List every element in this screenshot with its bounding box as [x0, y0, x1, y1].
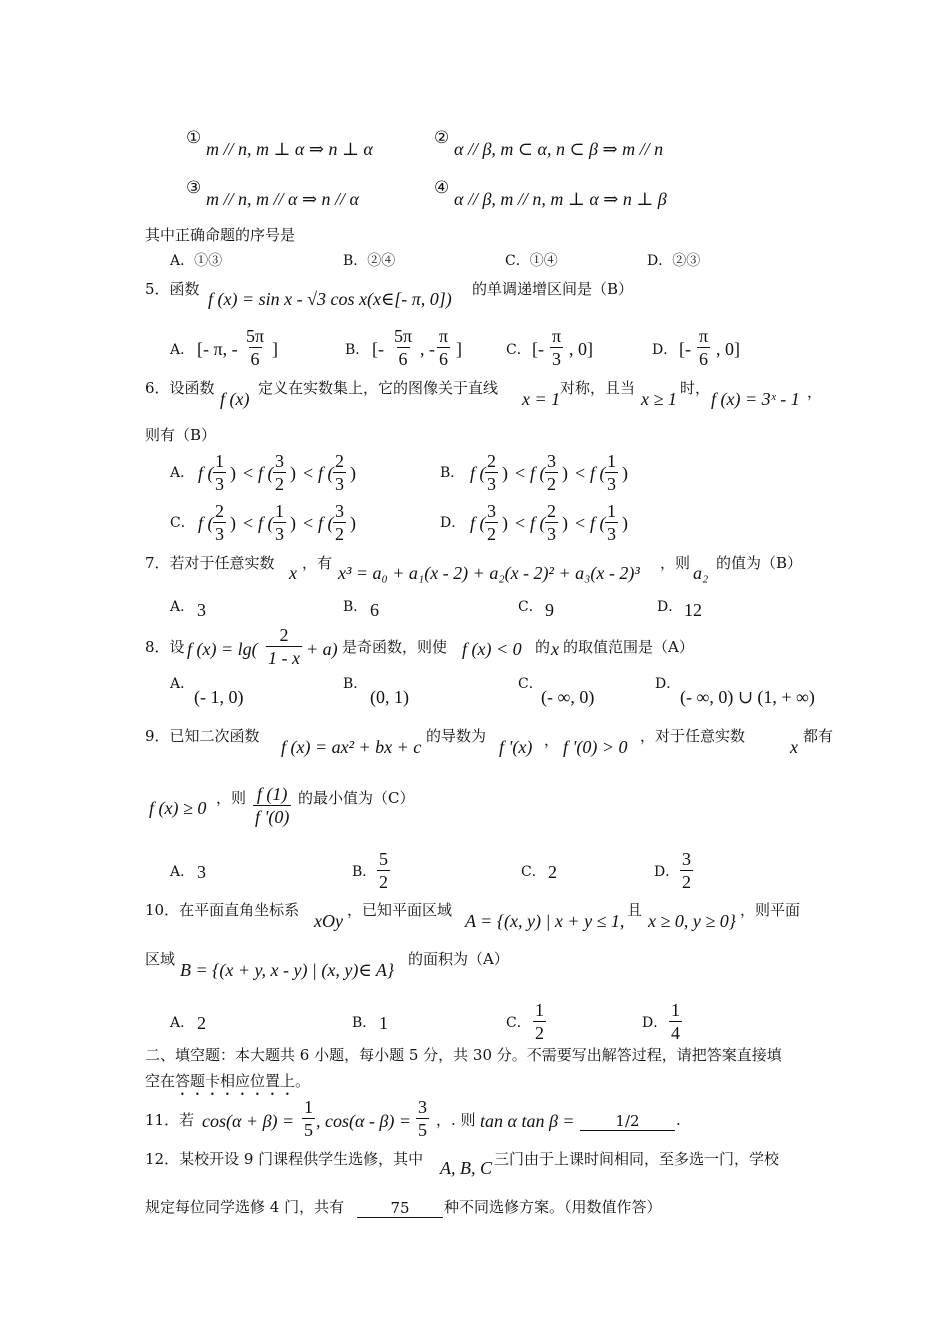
fraction-denominator: f '(0) [255, 807, 290, 827]
fraction: $\frac{1}{3}$ [607, 451, 616, 494]
q11-cos-1: cos(α + β) = [202, 1111, 295, 1131]
fraction-numerator: π [439, 326, 449, 346]
function-symbol: f ( [530, 513, 546, 533]
q9-tail: ，对于任意实数 [640, 727, 746, 745]
fraction: $\frac{2}{3}$ [487, 451, 496, 494]
fraction-denominator: 2 [535, 1023, 544, 1043]
q8-fraction [266, 626, 302, 667]
section-2-post: 。 [295, 1072, 311, 1090]
q7-mid: ，有 [302, 554, 333, 572]
q12-courses: A, B, C [440, 1158, 492, 1178]
prop-1: m // n, m ⊥ α ⇒ n ⊥ α [206, 139, 373, 159]
q5-option-a-post: ] [272, 339, 278, 359]
q8-option-d: (- ∞, 0) ∪ (1, + ∞) [680, 687, 815, 707]
question-prompt: 其中正确命题的序号是 [145, 226, 296, 244]
q7-variable: x [289, 563, 297, 583]
q8-option-a-label: A． [170, 676, 195, 692]
q9-option-d-label: D． [654, 864, 680, 880]
q7-option-b: 6 [370, 600, 379, 620]
fraction-denominator: 5 [304, 1120, 313, 1140]
q9-condition: f '(0) > 0 [563, 737, 628, 757]
q10-set-a: A = {(x, y) | x + y ≤ 1, [465, 911, 625, 931]
q7-mid-2: ，则 [660, 554, 691, 572]
q6-then: 则有（B） [145, 426, 217, 444]
fraction-denominator: 2 [682, 872, 691, 892]
section-2-heading: 二、填空题：本大题共 6 小题，每小题 5 分，共 30 分。不需要写出解答过程，请把答案直接填 [145, 1046, 782, 1064]
q10-and: 且 [627, 901, 643, 919]
fraction-numerator: 3 [682, 849, 691, 869]
fraction-denominator: 6 [250, 349, 260, 369]
q8-mid: 是奇函数，则使 [342, 638, 448, 656]
paren: ) [622, 513, 628, 533]
q7-option-c: 9 [545, 600, 554, 620]
fraction: $\frac{3}{2}$ [275, 451, 284, 494]
q10-option-d-fraction [669, 1001, 682, 1042]
fraction-numerator: π [699, 326, 709, 346]
q5-option-b-fraction-1 [392, 327, 414, 368]
q10-tail-2: 的面积为（A） [408, 950, 509, 968]
q10-option-a-label: A． [170, 1015, 195, 1031]
q11-label: 11．若 [145, 1111, 195, 1129]
fraction: $\frac{1}{3}$ [275, 501, 284, 544]
prop-2-number: ② [434, 128, 450, 148]
q7-tail: 的值为（B） [716, 554, 803, 572]
less-than: < [243, 513, 254, 533]
q8-tail: 的取值范围是（A） [563, 638, 694, 656]
q11-tail: ，. 则 [436, 1111, 476, 1129]
paren: ) [230, 513, 236, 533]
q6-function: f (x) = 3ˣ - 1 [711, 389, 800, 409]
q10-option-c-label: C． [506, 1015, 531, 1031]
q5-option-b-pre: [- [372, 339, 384, 359]
q5-option-c-fraction [550, 327, 563, 368]
less-than: < [575, 463, 586, 483]
q8-inequality: f (x) < 0 [462, 639, 522, 659]
q5-option-b-fraction-2 [437, 327, 450, 368]
q8-label: 8．设 [145, 638, 185, 656]
q5-option-d-post: , 0] [716, 339, 740, 359]
fraction-numerator: 5π [394, 326, 413, 346]
q10-option-a: 2 [197, 1013, 206, 1033]
q10-label: 10．在平面直角坐标系 [145, 901, 300, 919]
q10-mid: ，已知平面区域 [347, 901, 453, 919]
q11-cos-2: , cos(α - β) = [316, 1111, 412, 1131]
q6-line: x = 1 [522, 389, 561, 409]
fraction: $\frac{3}{2}$ [547, 451, 556, 494]
section-2-line-2 [145, 1072, 310, 1099]
paren: ) [350, 513, 356, 533]
q10-tail: ，则平面 [740, 901, 801, 919]
fraction-numerator: f (1) [256, 784, 288, 804]
fraction-numerator: 1 [671, 1000, 680, 1020]
q9-then: ，则 [216, 789, 247, 807]
function-symbol: f ( [198, 463, 214, 483]
q9-option-c: 2 [548, 862, 557, 882]
function-symbol: f ( [258, 513, 274, 533]
function-symbol: f ( [318, 513, 334, 533]
fraction: $\frac{3}{2}$ [487, 501, 496, 544]
q10-option-b: 1 [379, 1013, 388, 1033]
q7-option-d: 12 [684, 600, 702, 620]
q12-line-2-pre: 规定每位同学选修 4 门，共有 [145, 1198, 345, 1216]
q7-option-d-label: D． [657, 599, 683, 615]
less-than: < [575, 513, 586, 533]
q9-fraction [253, 785, 291, 826]
q6-fx: f (x) [220, 389, 250, 409]
fraction: $\frac{3}{2}$ [335, 501, 344, 544]
q7-coefficient: a₂ [693, 563, 709, 583]
option-a: A．①③ [170, 253, 223, 269]
q12-tail: 三门由于上课时间相同，至多选一门，学校 [494, 1150, 780, 1168]
q10-option-b-label: B． [352, 1015, 377, 1031]
paren: ) [290, 513, 296, 533]
q9-option-b-fraction [377, 850, 390, 891]
function-symbol: f ( [318, 463, 334, 483]
q12-line-2-post: 种不同选修方案。（用数值作答） [444, 1198, 662, 1216]
function-symbol: f ( [470, 513, 486, 533]
paren: ) [562, 513, 568, 533]
section-2-pre: 空在 [145, 1072, 176, 1090]
fraction-numerator: 5 [379, 849, 388, 869]
function-symbol: f ( [198, 513, 214, 533]
q9-option-a: 3 [197, 862, 206, 882]
paren: ) [502, 463, 508, 483]
q11-answer-blank[interactable]: 1/2 [580, 1112, 675, 1131]
prop-1-number: ① [186, 128, 202, 148]
q5-label: 5．函数 [145, 280, 200, 298]
fraction-numerator: 1 [304, 1097, 313, 1117]
q12-answer-blank[interactable]: 75 [357, 1199, 443, 1218]
q5-option-c-post: , 0] [569, 339, 593, 359]
q10-condition: x ≥ 0, y ≥ 0} [648, 911, 736, 931]
fraction-denominator: 6 [439, 349, 449, 369]
q7-option-c-label: C． [518, 599, 543, 615]
fraction-denominator: 5 [418, 1120, 427, 1140]
fraction: $\frac{2}{3}$ [547, 501, 556, 544]
q11-fraction-2 [416, 1098, 429, 1139]
less-than: < [243, 463, 254, 483]
less-than: < [303, 513, 314, 533]
q5-tail: 的单调递增区间是（B） [472, 280, 634, 298]
prop-4: α // β, m // n, m ⊥ α ⇒ n ⊥ β [454, 189, 667, 209]
q6-mid-3: 时， [680, 379, 711, 397]
option-label: B． [440, 465, 465, 481]
less-than: < [515, 463, 526, 483]
q9-option-d-fraction [680, 850, 693, 891]
q10-option-d-label: D． [642, 1015, 668, 1031]
q5-option-a-label: A． [170, 342, 195, 358]
q9-comma: ， [544, 731, 560, 749]
fraction-numerator: 3 [418, 1097, 427, 1117]
q5-option-a-fraction [244, 327, 266, 368]
q5-function: f (x) = sin x - √3 cos x(x∈[- π, 0]) [208, 289, 452, 309]
emphasized-text: 答题卡相应位置上 [175, 1072, 296, 1090]
fraction-numerator: π [552, 326, 562, 346]
q9-label: 9．已知二次函数 [145, 727, 260, 745]
q11-fraction-1 [302, 1098, 315, 1139]
q7-option-b-label: B． [343, 599, 368, 615]
fraction-denominator: 1 - x [268, 648, 300, 668]
q11-tan-expression: tan α tan β = [480, 1111, 575, 1131]
q6-comma: ， [807, 383, 823, 401]
q5-option-b-post: ] [456, 339, 462, 359]
q9-option-b-label: B． [352, 864, 377, 880]
q10-coordinate-system: xOy [314, 911, 343, 931]
q5-option-d-label: D． [652, 342, 678, 358]
q6-mid-2: 对称，且当 [560, 379, 636, 397]
option-c: C．①④ [505, 253, 558, 269]
q11-end: . [676, 1111, 681, 1129]
prop-3-number: ③ [186, 178, 202, 198]
q8-mid-2: 的 [535, 638, 551, 656]
paren: ) [562, 463, 568, 483]
q8-option-c: (- ∞, 0) [541, 687, 595, 707]
q9-derivative: f '(x) [499, 737, 533, 757]
q8-option-b: (0, 1) [370, 687, 409, 707]
paren: ) [230, 463, 236, 483]
q10-option-c-fraction [533, 1001, 546, 1042]
q9-option-a-label: A． [170, 864, 195, 880]
fraction-denominator: 2 [379, 872, 388, 892]
q7-option-a: 3 [197, 600, 206, 620]
q9-option-c-label: C． [521, 864, 546, 880]
function-symbol: f ( [590, 463, 606, 483]
q9-tail-3: 的最小值为（C） [298, 789, 415, 807]
q5-option-b-label: B． [345, 342, 370, 358]
paren: ) [290, 463, 296, 483]
fraction: $\frac{1}{3}$ [607, 501, 616, 544]
paren: ) [502, 513, 508, 533]
q5-option-d-fraction [697, 327, 710, 368]
q8-function-pre: f (x) = lg( [187, 639, 258, 659]
q5-option-d-pre: [- [679, 339, 691, 359]
prop-4-number: ④ [434, 178, 450, 198]
q6-label: 6．设函数 [145, 379, 215, 397]
q9-inequality: f (x) ≥ 0 [149, 798, 207, 818]
q8-function-post: + a) [306, 639, 338, 659]
q7-label: 7．若对于任意实数 [145, 554, 275, 572]
function-symbol: f ( [258, 463, 274, 483]
prop-2: α // β, m ⊂ α, n ⊂ β ⇒ m // n [454, 139, 664, 159]
q8-option-c-label: C． [518, 676, 543, 692]
paren: ) [622, 463, 628, 483]
q9-function: f (x) = ax² + bx + c [281, 737, 422, 757]
function-symbol: f ( [590, 513, 606, 533]
q8-option-d-label: D． [655, 676, 681, 692]
q5-option-c-label: C． [506, 342, 531, 358]
function-symbol: f ( [470, 463, 486, 483]
function-symbol: f ( [530, 463, 546, 483]
q8-option-b-label: B． [343, 676, 368, 692]
less-than: < [515, 513, 526, 533]
paren: ) [350, 463, 356, 483]
less-than: < [303, 463, 314, 483]
q9-variable: x [790, 737, 798, 757]
q10-line-2: 区域 [145, 950, 176, 968]
q10-set-b: B = {(x + y, x - y) | (x, y)∈ A} [180, 960, 395, 980]
fraction: $\frac{2}{3}$ [215, 501, 224, 544]
option-label: D． [440, 515, 466, 531]
q8-option-a: (- 1, 0) [194, 687, 244, 707]
q9-mid: 的导数为 [426, 727, 487, 745]
option-b: B．②④ [343, 253, 396, 269]
option-d: D．②③ [647, 253, 701, 269]
q6-mid-1: 定义在实数集上，它的图像关于直线 [258, 379, 499, 397]
q5-option-b-mid: , - [420, 339, 435, 359]
q5-option-c-pre: [- [532, 339, 544, 359]
q7-option-a-label: A． [170, 599, 195, 615]
fraction: $\frac{1}{3}$ [215, 451, 224, 494]
q8-variable: x [551, 639, 559, 659]
fraction-denominator: 3 [552, 349, 562, 369]
fraction-numerator: 5π [246, 326, 265, 346]
q5-option-a-pre: [- π, - [197, 339, 238, 359]
prop-3: m // n, m // α ⇒ n // α [206, 189, 359, 209]
fraction: $\frac{2}{3}$ [335, 451, 344, 494]
fraction-denominator: 6 [398, 349, 408, 369]
q6-condition: x ≥ 1 [641, 389, 677, 409]
option-label: C． [170, 515, 195, 531]
fraction-numerator: 2 [279, 625, 289, 645]
fraction-numerator: 1 [535, 1000, 544, 1020]
q9-tail-2: 都有 [803, 727, 834, 745]
fraction-denominator: 6 [699, 349, 709, 369]
fraction-denominator: 4 [671, 1023, 680, 1043]
option-label: A． [170, 465, 195, 481]
q12-label: 12．某校开设 9 门课程供学生选修，其中 [145, 1150, 424, 1168]
q7-equation: x³ = a₀ + a₁(x - 2) + a₂(x - 2)² + a₃(x - 2)³ [338, 563, 640, 583]
